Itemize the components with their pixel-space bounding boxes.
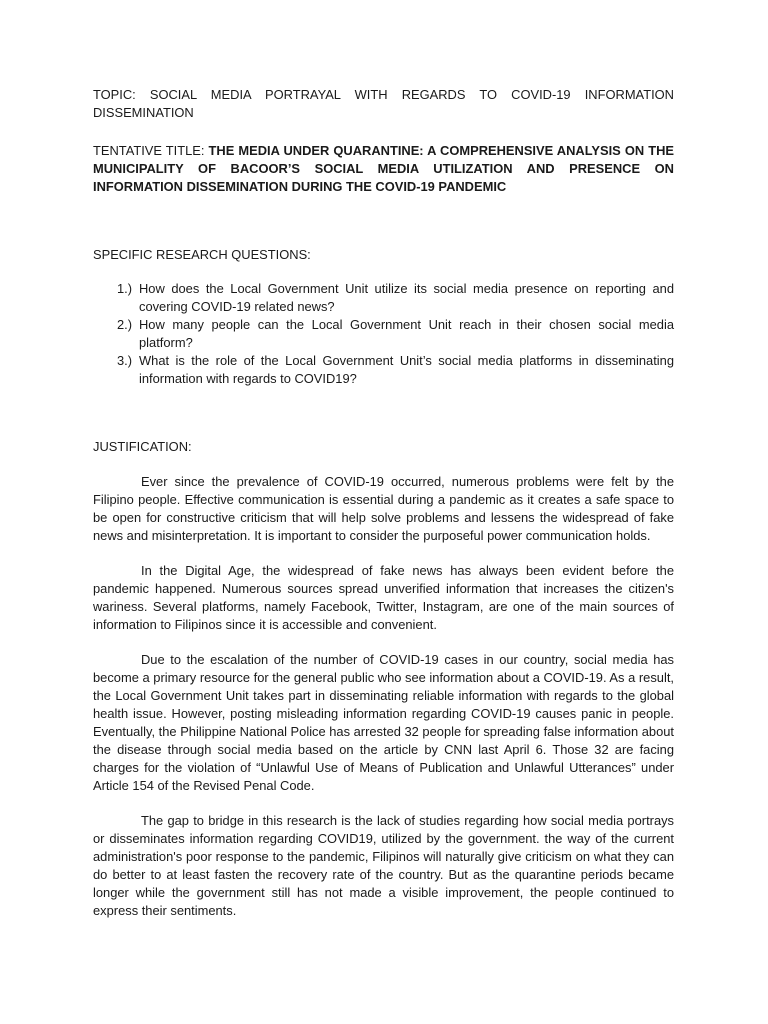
list-item-text: What is the role of the Local Government Unit’s social media platforms in disseminating information with regards to COVID19? — [139, 353, 674, 386]
list-item-text: How many people can the Local Government Unit reach in their chosen social media platform? — [139, 317, 674, 350]
research-questions-list — [93, 280, 674, 388]
research-questions-heading: SPECIFIC RESEARCH QUESTIONS: — [93, 247, 311, 262]
list-item-number: 2.) — [117, 317, 133, 332]
tentative-title — [93, 142, 674, 196]
list-item — [93, 352, 674, 388]
list-item-number: 3.) — [117, 353, 133, 368]
justification-paragraph: Due to the escalation of the number of COVID-19 cases in our country, social media has become a primary resource for the general public who see information about a COVID-19. As a result, the Local Government Unit takes part in disseminating reliable information with regards to the global health issue. However, posting misleading information regarding COVID-19 causes panic in people. Eventually, the Philippine National Police has arrested 32 people for spreading false information about the disease through social media based on the article by CNN last April 6. Those 32 are facing charges for the violation of “Unlawful Use of Means of Publication and Unlawful Utterances” under Article 154 of the Revised Penal Code. — [93, 652, 674, 793]
document-page — [93, 86, 674, 920]
list-item-number: 1.) — [117, 281, 133, 296]
tentative-title-label: TENTATIVE TITLE: — [93, 143, 209, 158]
justification-paragraph: Ever since the prevalence of COVID-19 occurred, numerous problems were felt by the Filipino people. Effective communication is essential during a pandemic as it creates a safe space to be open for constructive criticism that will help solve problems and lessens the widespread of fake news and misinterpretation. It is important to consider the purposeful power communication holds. — [93, 474, 674, 543]
justification-paragraph: In the Digital Age, the widespread of fake news has always been evident before the pandemic happened. Numerous sources spread unverified information that increases the citizen's wariness. Several platforms, namely Facebook, Twitter, Instagram, are one of the main sources of information to Filipinos since it is accessible and convenient. — [93, 563, 674, 632]
justification-paragraph: The gap to bridge in this research is the lack of studies regarding how social media portrays or disseminates information regarding COVID19, utilized by the government. the way of the current administration's poor response to the pandemic, Filipinos will naturally give criticism on what they can do better to at least fasten the recovery rate of the country. But as the quarantine periods became longer while the government still has not made a visible improvement, the people continued to express their sentiments. — [93, 813, 674, 918]
list-item — [93, 316, 674, 352]
list-item — [93, 280, 674, 316]
justification-heading: JUSTIFICATION: — [93, 439, 192, 454]
tentative-title-text: THE MEDIA UNDER QUARANTINE: A COMPREHENSIVE ANALYSIS ON THE MUNICIPALITY OF BACOOR’S SOCIAL MEDIA UTILIZATION AND PRESENCE ON INFORMATION DISSEMINATION DURING THE COVID-19 PANDEMIC — [93, 143, 674, 194]
list-item-text: How does the Local Government Unit utilize its social media presence on reporting and covering COVID-19 related news? — [139, 281, 674, 314]
topic-line: TOPIC: SOCIAL MEDIA PORTRAYAL WITH REGARDS TO COVID-19 INFORMATION DISSEMINATION — [93, 87, 674, 120]
